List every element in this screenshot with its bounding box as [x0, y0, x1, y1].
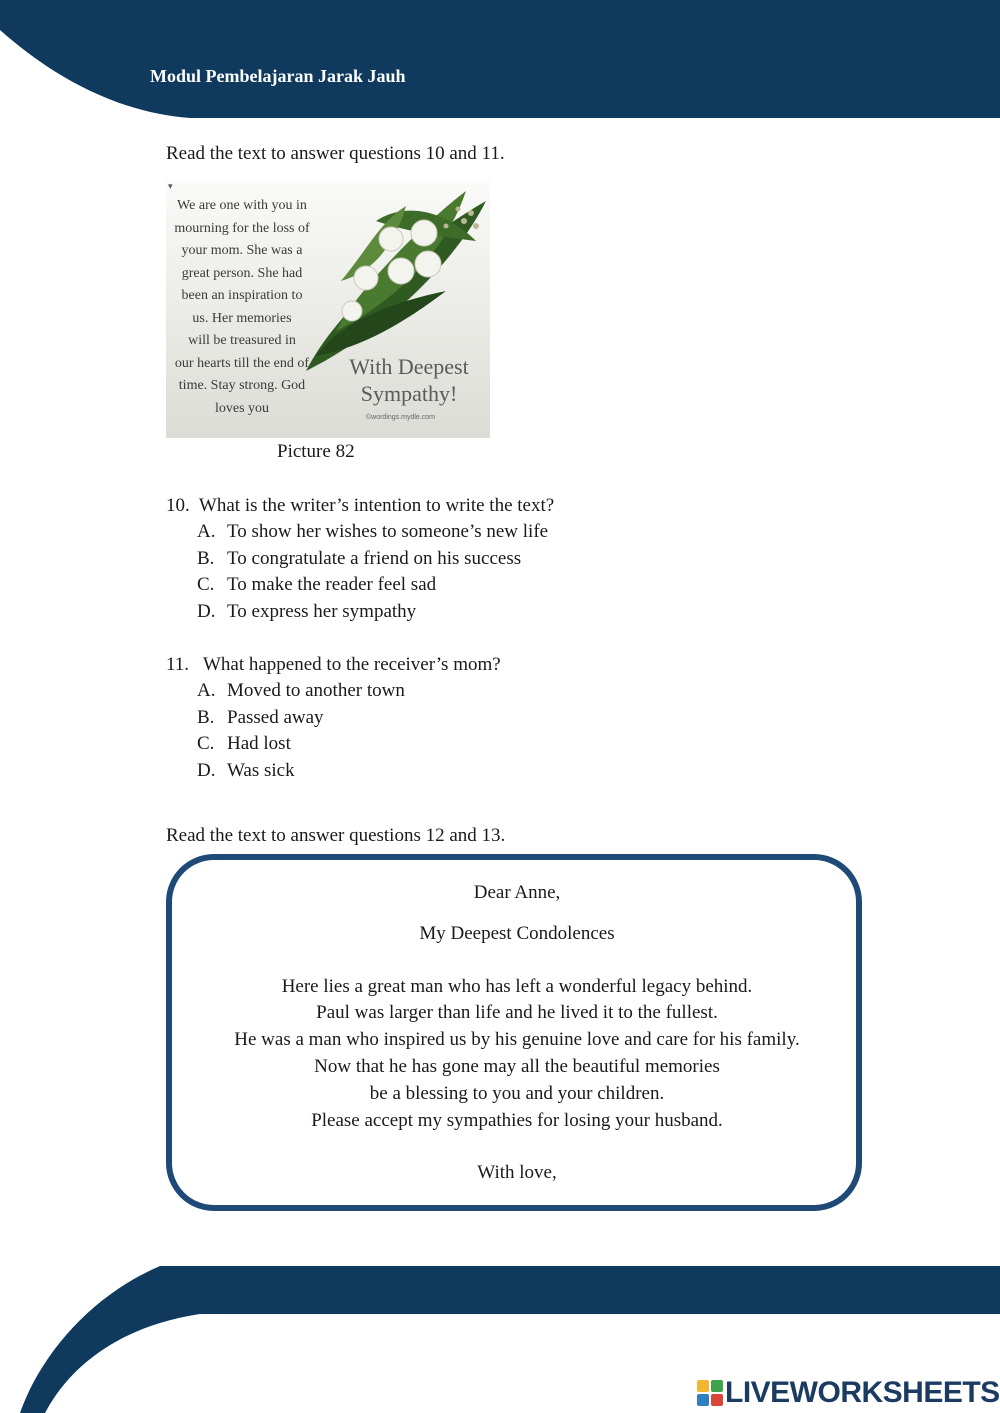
- instruction-2: Read the text to answer questions 12 and 13.: [166, 825, 506, 846]
- option-d[interactable]: [197, 758, 501, 785]
- card-headline-line: Sympathy!: [360, 381, 458, 406]
- option-b[interactable]: [197, 705, 501, 732]
- card-line: We are one with you in: [177, 198, 307, 213]
- letter-closing: With love,: [477, 1162, 557, 1184]
- option-text: To make the reader feel sad: [227, 574, 437, 596]
- question-text: What happened to the receiver’s mom?: [202, 654, 501, 675]
- corner-mark-icon: ▾: [168, 181, 173, 191]
- option-a[interactable]: [197, 678, 501, 705]
- option-c[interactable]: [197, 572, 554, 599]
- instruction-1: Read the text to answer questions 10 and 11.: [166, 143, 505, 164]
- question-number: 10.: [166, 495, 190, 516]
- question-11: [166, 651, 501, 785]
- card-line: been an inspiration to: [181, 288, 303, 303]
- option-letter: D.: [197, 601, 216, 623]
- letter-body-line: Here lies a great man who has left a wonderful legacy behind.: [281, 975, 753, 997]
- option-letter: A.: [197, 680, 216, 701]
- option-text: To congratulate a friend on his success: [227, 547, 522, 569]
- letter-body-line: be a blessing to you and your children.: [369, 1082, 665, 1104]
- option-letter: D.: [197, 760, 216, 782]
- options-list: [166, 678, 501, 785]
- card-line: mourning for the loss of: [174, 220, 310, 236]
- question-text: What is the writer’s intention to write the text?: [198, 495, 555, 516]
- letter-body-line: Please accept my sympathies for losing your husband.: [311, 1109, 723, 1131]
- card-credit: ©wordings.mydle.com: [366, 414, 435, 421]
- question-number: 11.: [166, 654, 190, 675]
- option-letter: C.: [197, 574, 215, 596]
- card-line: your mom. She was a: [181, 243, 303, 258]
- picture-caption: Picture 82: [277, 441, 355, 462]
- liveworksheets-brand[interactable]: [697, 1375, 1000, 1411]
- card-line: time. Stay strong. God: [178, 378, 306, 393]
- option-letter: A.: [197, 521, 216, 542]
- sympathy-card-image: [166, 181, 490, 438]
- question-stem: [166, 492, 554, 519]
- option-text: Moved to another town: [227, 680, 405, 701]
- question-10: [166, 492, 554, 626]
- letter-subject: My Deepest Condolences: [419, 922, 615, 944]
- question-stem: [166, 651, 501, 678]
- option-text: Was sick: [227, 760, 295, 782]
- option-d[interactable]: [197, 599, 554, 626]
- letter-body-line: He was a man who inspired us by his genuine love and care for his family.: [234, 1029, 800, 1051]
- card-line: loves you: [214, 400, 270, 416]
- header-band: [0, 0, 1000, 120]
- card-headline: [334, 353, 484, 407]
- condolence-letter: [166, 880, 868, 1187]
- letter-body-line: Paul was larger than life and he lived it to the fullest.: [316, 1002, 718, 1024]
- card-headline-line: With Deepest: [349, 354, 469, 379]
- option-text: To express her sympathy: [227, 601, 417, 623]
- option-b[interactable]: [197, 546, 554, 573]
- letter-body-line: Now that he has gone may all the beautiful memories: [314, 1055, 720, 1077]
- header-title: Modul Pembelajaran Jarak Jauh: [150, 66, 406, 86]
- option-letter: C.: [197, 733, 215, 755]
- card-line: us. Her memories: [192, 310, 292, 326]
- option-c[interactable]: [197, 731, 501, 758]
- option-letter: B.: [197, 547, 215, 569]
- card-line: our hearts till the end of: [174, 355, 310, 371]
- option-letter: B.: [197, 706, 215, 728]
- option-text: Had lost: [227, 733, 291, 755]
- options-list: [166, 519, 554, 626]
- liveworksheets-logo-icon: [697, 1380, 723, 1406]
- option-a[interactable]: [197, 519, 554, 546]
- option-text: Passed away: [227, 706, 324, 728]
- card-message: [166, 195, 318, 420]
- letter-greeting: Dear Anne,: [473, 882, 561, 903]
- brand-text: LIVEWORKSHEETS: [725, 1376, 1000, 1409]
- card-line: will be treasured in: [188, 333, 296, 348]
- option-text: To show her wishes to someone’s new life: [227, 521, 549, 542]
- card-line: great person. She had: [181, 265, 303, 281]
